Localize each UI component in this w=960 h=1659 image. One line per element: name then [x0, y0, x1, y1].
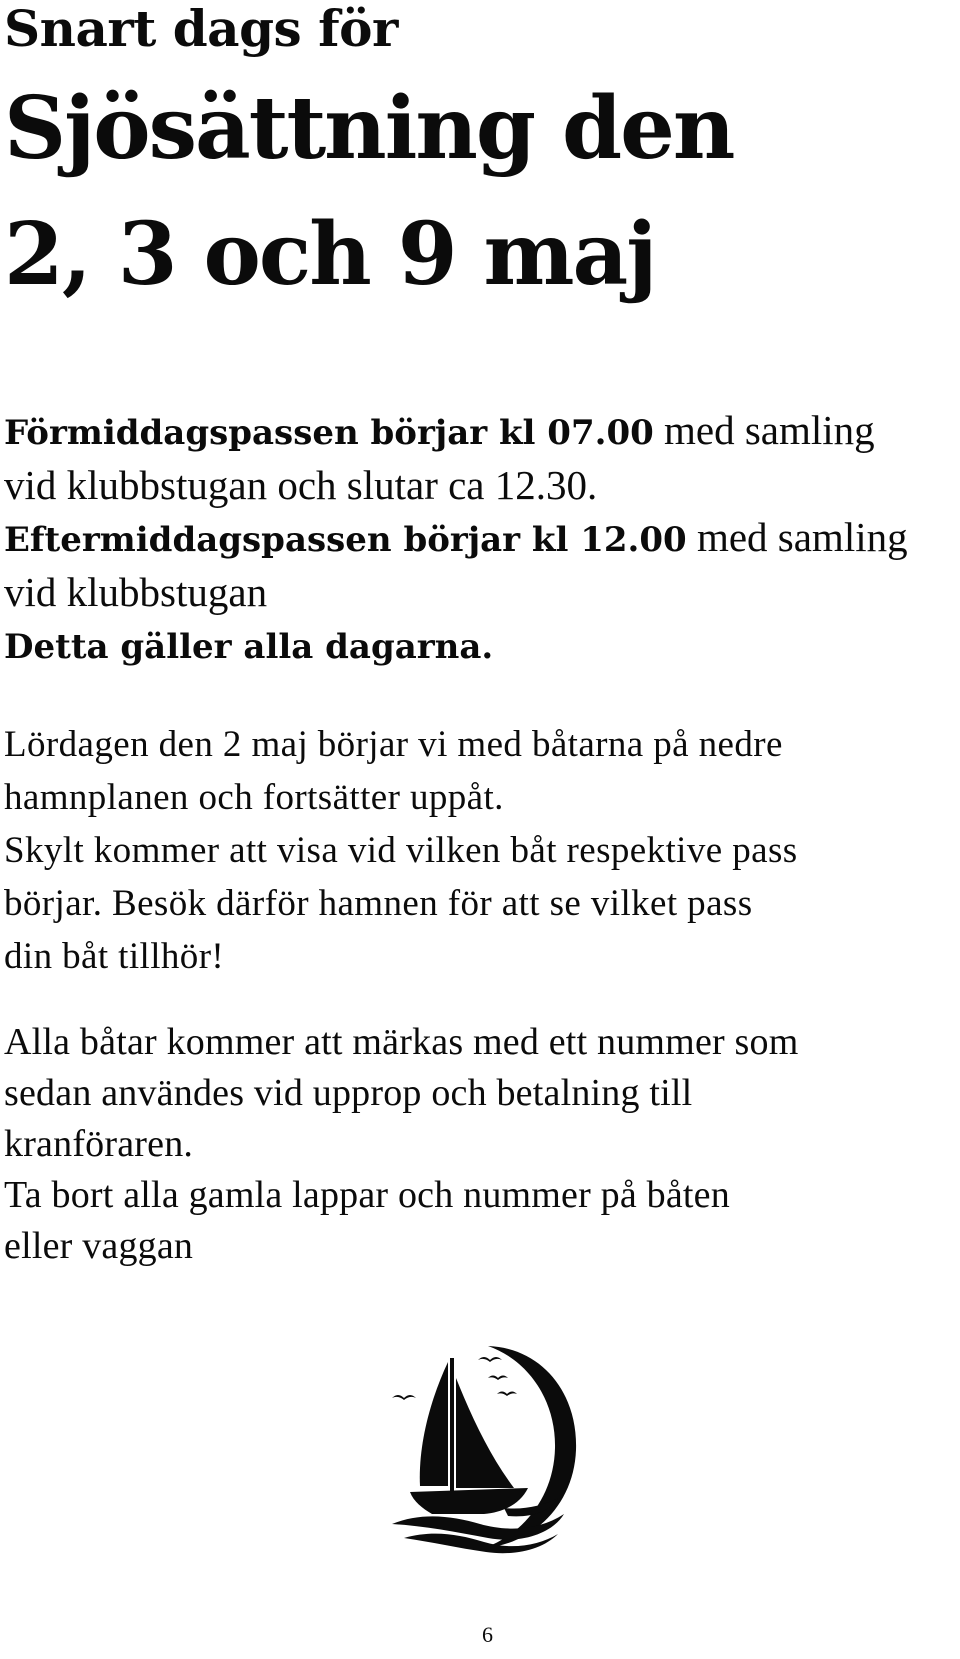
info-line: börjar. Besök därför hamnen för att se vilket pass	[4, 883, 753, 924]
marking-line: Ta bort alla gamla lappar och nummer på båten	[4, 1174, 730, 1216]
page-number: 6	[482, 1622, 493, 1647]
heading-kicker: Snart dags för	[4, 0, 398, 58]
info-line: hamnplanen och fortsätter uppåt.	[4, 777, 504, 818]
marking-line: sedan användes vid upprop och betalning till	[4, 1072, 693, 1114]
marking-line: Alla båtar kommer att märkas med ett nummer som	[4, 1021, 799, 1063]
schedule-morning-rest: med samling	[653, 407, 875, 453]
info-paragraph	[4, 718, 959, 983]
schedule-morning-time: Förmiddagspassen börjar kl 07.00	[4, 413, 654, 453]
heading-title-line2: 2, 3 och 9 maj	[4, 204, 656, 305]
heading-title-line1: Sjösättning den	[4, 78, 734, 179]
schedule-morning-line2: vid klubbstugan och slutar ca 12.30.	[4, 462, 598, 508]
sailboat-waves-logo-icon	[392, 1338, 578, 1554]
info-line: Skylt kommer att visa vid vilken båt respektive pass	[4, 830, 798, 871]
marking-line: kranföraren.	[4, 1123, 194, 1165]
schedule-note: Detta gäller alla dagarna.	[4, 627, 494, 667]
info-line: din båt tillhör!	[4, 936, 225, 977]
schedule-afternoon-rest: med samling	[686, 514, 908, 560]
schedule-paragraph	[4, 404, 908, 673]
schedule-morning-line	[4, 404, 908, 459]
marking-line: eller vaggan	[4, 1225, 194, 1267]
schedule-afternoon-line2: vid klubbstugan	[4, 569, 268, 615]
schedule-afternoon-line	[4, 511, 908, 566]
info-line: Lördagen den 2 maj börjar vi med båtarna på nedre	[4, 724, 783, 765]
marking-paragraph	[4, 1017, 959, 1272]
schedule-note-line	[4, 618, 908, 673]
schedule-afternoon-time: Eftermiddagspassen börjar kl 12.00	[4, 520, 687, 560]
